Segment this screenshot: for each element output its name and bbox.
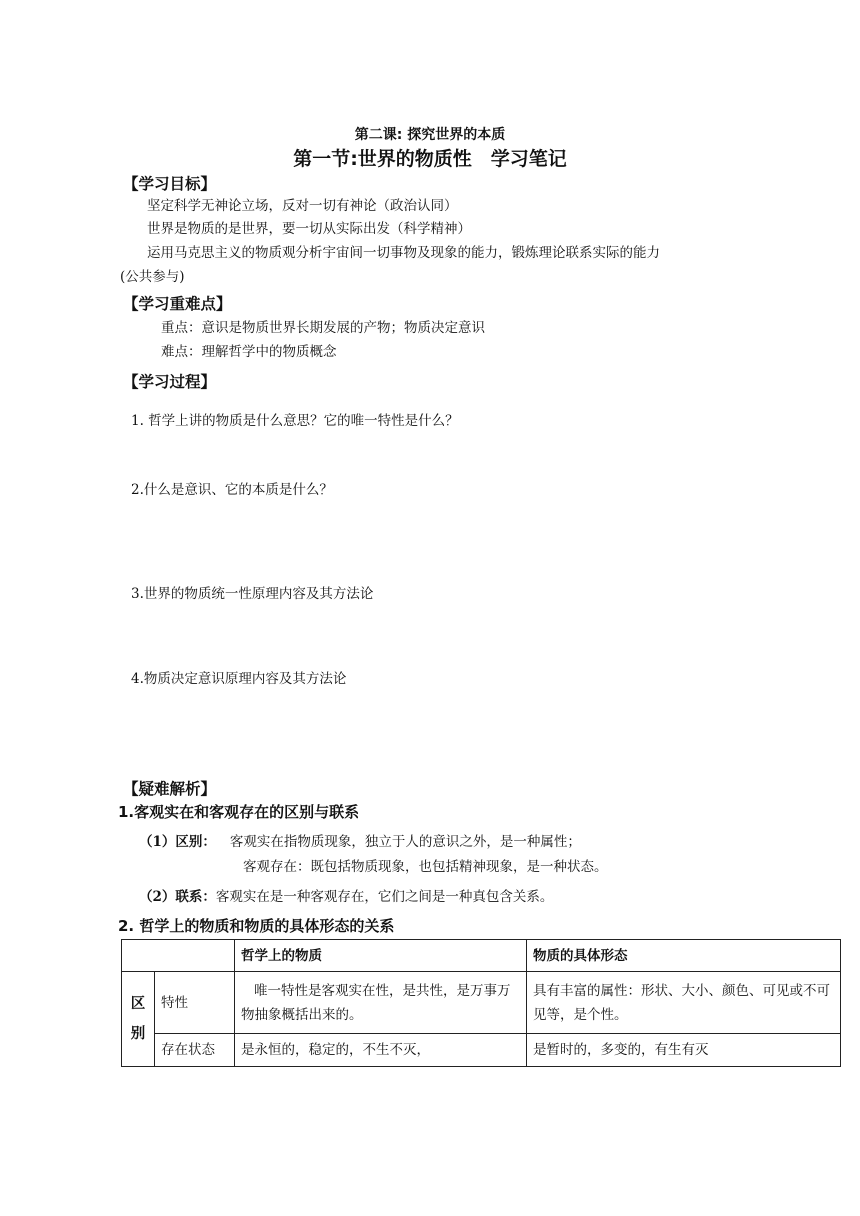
connection-text: 客观实在是一种客观存在，它们之间是一种真包含关系。	[215, 889, 554, 905]
process-question: 3.世界的物质统一性原理内容及其方法论	[131, 586, 374, 602]
table-header-philosophical: 哲学上的物质	[235, 940, 527, 972]
difference-label: （1）区别：	[139, 834, 216, 850]
table-cell-philosophical: 唯一特性是客观实在性，是共性，是万事万物抽象概括出来的。	[235, 972, 527, 1034]
topic2-title: 2. 哲学上的物质和物质的具体形态的关系	[118, 917, 395, 935]
table-row-label: 存在状态	[155, 1034, 235, 1067]
objective-item: 世界是物质的是世界，要一切从实际出发（科学精神）	[147, 221, 471, 237]
table-row-label: 特性	[155, 972, 235, 1034]
comparison-table	[121, 939, 841, 1067]
key-points-heading: 【学习重难点】	[123, 295, 232, 313]
table-header-concrete: 物质的具体形态	[527, 940, 841, 972]
table-header-empty	[122, 940, 235, 972]
table-cell-philosophical: 是永恒的，稳定的，不生不灭，	[235, 1034, 527, 1067]
table-group-label: 区别	[122, 972, 155, 1067]
objective-item: (公共参与)	[120, 269, 185, 285]
objective-item: 坚定科学无神论立场，反对一切有神论（政治认同）	[147, 198, 458, 214]
connection-label: （2）联系：	[139, 889, 216, 905]
lesson-title: 第二课: 探究世界的本质	[354, 127, 506, 143]
process-question: 4.物质决定意识原理内容及其方法论	[131, 671, 347, 687]
process-heading: 【学习过程】	[123, 373, 217, 391]
table-row	[122, 972, 841, 1034]
topic1-difference	[139, 832, 581, 852]
objectives-heading: 【学习目标】	[123, 175, 217, 193]
key-point-difficulty: 难点：理解哲学中的物质概念	[161, 344, 337, 360]
topic1-connection	[139, 887, 553, 907]
topic1-title: 1.客观实在和客观存在的区别与联系	[118, 803, 360, 821]
table-row	[122, 1034, 841, 1067]
table-header-row	[122, 940, 841, 972]
difference-text: 客观实在指物质现象，独立于人的意识之外，是一种属性；	[229, 834, 581, 850]
analysis-heading: 【疑难解析】	[123, 780, 217, 798]
objective-item: 运用马克思主义的物质观分析宇宙间一切事物及现象的能力，锻炼理论联系实际的能力	[147, 245, 660, 261]
process-question: 2.什么是意识、它的本质是什么？	[131, 482, 333, 498]
key-point-focus: 重点：意识是物质世界长期发展的产物；物质决定意识	[161, 320, 485, 336]
table-cell-concrete: 是暂时的，多变的，有生有灭	[527, 1034, 841, 1067]
table-cell-concrete: 具有丰富的属性：形状、大小、颜色、可见或不可见等，是个性。	[527, 972, 841, 1034]
section-title: 第一节:世界的物质性 学习笔记	[293, 148, 567, 170]
process-question: 1. 哲学上讲的物质是什么意思？它的唯一特性是什么？	[131, 413, 459, 429]
difference-text-2: 客观存在：既包括物质现象，也包括精神现象，是一种状态。	[243, 859, 608, 875]
